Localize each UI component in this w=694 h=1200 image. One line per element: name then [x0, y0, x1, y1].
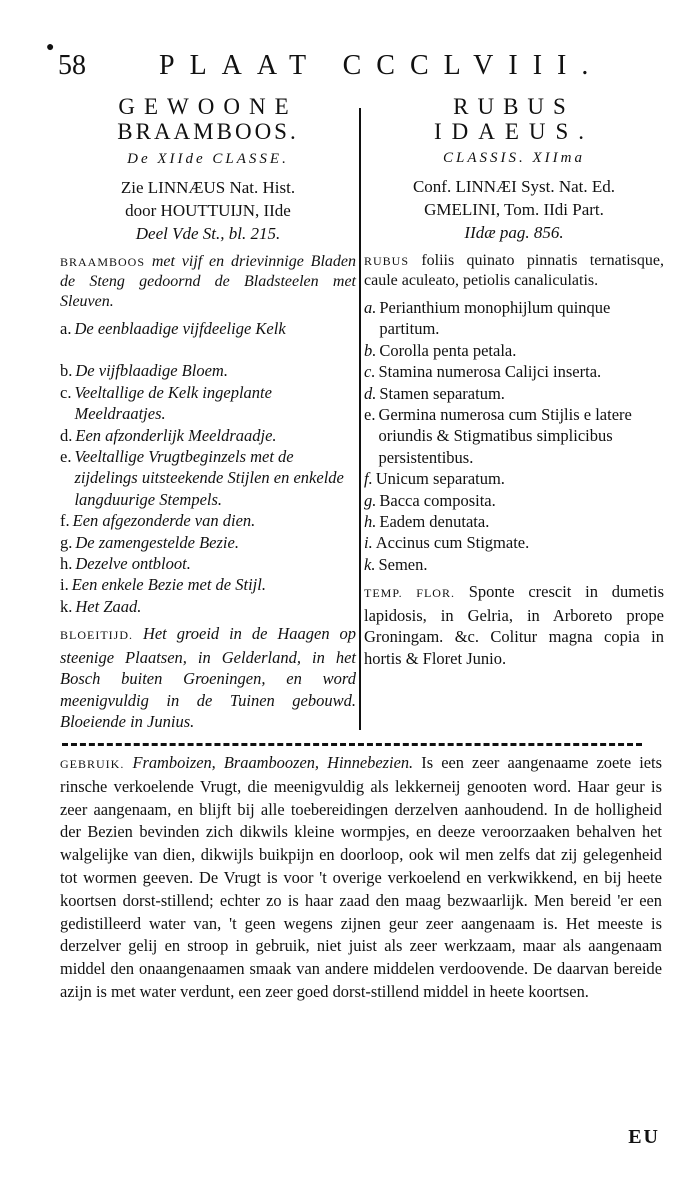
- list-item: f. Een afgezonderde van dien.: [60, 511, 256, 531]
- latin-classis: CLASSIS. XIIma: [443, 150, 585, 166]
- page-number: 58: [58, 50, 86, 81]
- page-header: [44, 40, 674, 90]
- latin-description-lead: RUBUS: [364, 254, 410, 268]
- list-item: i. Accinus cum Stigmate.: [364, 533, 530, 553]
- dutch-reference-1: Zie LINNÆUS Nat. Hist.: [120, 178, 296, 197]
- dutch-description: [60, 252, 356, 312]
- dutch-description-text: met vijf en drievinnige Bladen de Steng gedoornd de Bladsteelen met Sleuven.: [60, 253, 356, 310]
- list-item: b. Corolla penta petala.: [364, 340, 517, 360]
- latin-flowering-label: TEMP. FLOR.: [364, 586, 455, 601]
- usage-label: GEBRUIK.: [60, 757, 125, 771]
- section-divider: [62, 743, 642, 746]
- bullet-mark: ●: [46, 40, 55, 55]
- list-item: a. De eenblaadige vijfdeelige Kelk: [60, 319, 286, 338]
- list-item: k. Semen.: [364, 554, 428, 574]
- dutch-reference-2: door HOUTTUIJN, IIde: [125, 201, 291, 220]
- list-item: g. Bacca composita.: [364, 490, 496, 510]
- list-item: c. Stamina numerosa Calijci inserta.: [364, 362, 602, 382]
- dutch-classe: De XIIde CLASSE.: [127, 151, 289, 167]
- latin-title-line1: RUBUS: [453, 94, 575, 119]
- list-item: d. Een afzonderlijk Meeldraadje.: [60, 425, 277, 445]
- dutch-flowering-label: BLOEITIJD.: [60, 628, 133, 643]
- catchword: EU: [628, 1126, 660, 1148]
- list-item: f. Unicum separatum.: [364, 469, 505, 489]
- plate-title: PLAAT CCCLVIII.: [159, 50, 604, 81]
- list-item: c. Veeltallige de Kelk ingeplante Meeldraatjes.: [60, 382, 272, 424]
- dutch-title-line2: BRAAMBOOS.: [117, 119, 299, 144]
- latin-description: [364, 251, 664, 291]
- latin-reference-3: IIdæ pag. 856.: [464, 223, 564, 242]
- latin-description-text: foliis quinato pinnatis ternatisque, caule aculeato, petiolis canaliculatis.: [364, 252, 664, 289]
- dutch-title-line1: GEWOONE: [118, 94, 298, 119]
- list-item: g. De zamengestelde Bezie.: [60, 532, 239, 552]
- latin-item-list: [364, 297, 664, 575]
- latin-title-line2: IDAEUS.: [433, 119, 595, 144]
- latin-column: [364, 94, 664, 669]
- dutch-description-lead: BRAAMBOOS: [60, 255, 146, 269]
- list-item: i. Een enkele Bezie met de Stijl.: [60, 575, 266, 595]
- dutch-flowering: [60, 623, 356, 733]
- latin-reference-1: Conf. LINNÆI Syst. Nat. Ed.: [412, 177, 616, 196]
- latin-flowering: [364, 581, 664, 669]
- dutch-reference-3: Deel Vde St., bl. 215.: [135, 224, 281, 243]
- dutch-flowering-text: Het groeid in de Haagen op steenige Plaatsen, in Gelderland, in het Bosch buiten Groeningen, en word meenigvuldig in de Tuinen gebouwd. Bloeiende in Junius.: [60, 624, 357, 732]
- latin-reference-2: GMELINI, Tom. IIdi Part.: [424, 200, 604, 219]
- usage-text: Is een zeer aangenaame zoete iets rinsche verkoelende Vrugt, die meenigvuldig als lekkerneij genooten word. Haar geur is zeer aangenaam, en blijft bij alle toebereidingen derzelven aanhoudend. In de holligheid der Bezien bevinden zich dikwils kleine wormpjes, en deeze veroorzaaken behalven het walgelijke van dien, dikwijls buikpijn en doorloop, ook wil men zelfs dat zij gelegenheid tot wormen geeven. De Vrugt is voor 't overige verkoelend en verkwikkend, en bij heete koortsen dorst-stillend; echter zo is haar zaad den maag bezwaarlijk. Men bereid 'er een gedistilleerd water van, 't geen wegens zijnen geur zeer aangenaam is. Het meeste is derzelver gelij en stroop in gebruik, niet juist als zeer werkzaam, maar als aangenaam middel den onaangenaamen smaak van andere middelen verdoovende. De daarvan bereide azijn is met water verdunt, een zeer goed dorst-stillend middel in heete koortsen.: [60, 753, 662, 1001]
- list-item: d. Stamen separatum.: [364, 383, 505, 403]
- list-item: h. Dezelve ontbloot.: [60, 554, 191, 574]
- usage-names: Framboizen, Braamboozen, Hinnebezien.: [132, 753, 414, 772]
- list-item: b. De vijfblaadige Bloem.: [60, 361, 228, 381]
- list-item: k. Het Zaad.: [60, 596, 142, 616]
- dutch-item-list: [60, 318, 356, 617]
- list-item: e. Veeltallige Vrugtbeginzels met de zijdelings uitsteekende Stijlen en enkelde langduurige Stempels.: [60, 447, 344, 509]
- list-item: e. Germina numerosa cum Stijlis e latere oriundis & Stigmatibus simplicibus persistentibus.: [364, 405, 632, 467]
- latin-flowering-text: Sponte crescit in dumetis lapidosis, in Gelria, in Arboreto prope Groningam. &c. Colitur magna copia in hortis & Floret Junio.: [364, 582, 664, 668]
- column-divider: [359, 108, 361, 730]
- usage-paragraph: [60, 752, 662, 1004]
- dutch-column: [60, 94, 356, 733]
- list-item: a. Perianthium monophijlum quinque partitum.: [364, 298, 611, 339]
- list-item: h. Eadem denutata.: [364, 512, 490, 532]
